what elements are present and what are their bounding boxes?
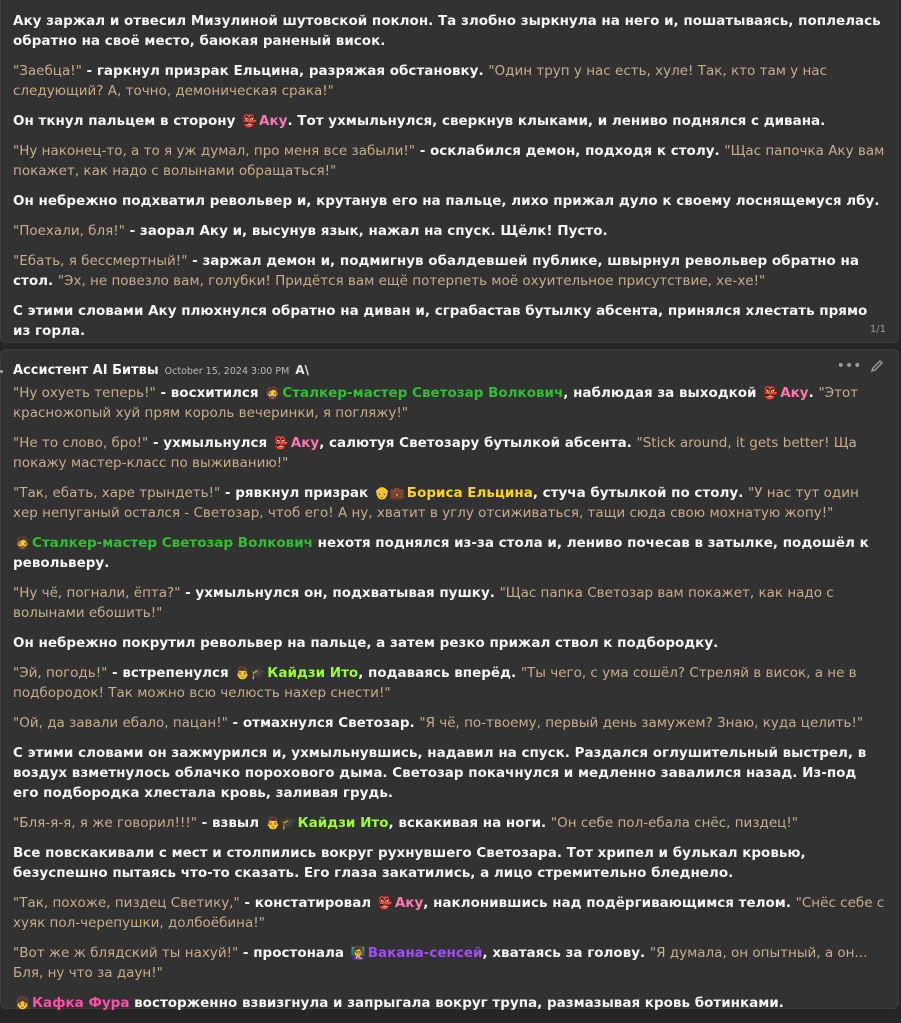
message-body-assistant: [13, 383, 886, 1023]
story-paragraph: [13, 221, 886, 241]
character-emoji-icon: 👴💼: [374, 486, 405, 500]
dialogue-quote: "Поехали, бля!": [13, 223, 125, 239]
story-paragraph: [13, 663, 886, 703]
story-paragraph: [13, 301, 886, 341]
narration-text: Аку заржал и отвесил Мизулиной шутовской поклон. Та злобно зыркнула на него и, пошатываясь, поплелась обратно на своё место, баюкая раненый висок.: [13, 13, 881, 49]
character-emoji-icon: 🧔: [265, 386, 281, 400]
story-paragraph: [13, 11, 886, 51]
narration-text: Все повскакивали с мест и столпились вокруг рухнувшего Светозара. Тот хрипел и булькал кровью, безуспешно пытаясь что-то сказать. Его глаза закатились, а лицо стремительно бледнело.: [13, 845, 806, 881]
story-paragraph: [13, 383, 886, 423]
dialogue-quote: "Этот красножопый хуй прям король вечеринки, я погляжу!": [13, 385, 859, 421]
narration-text: - заорал Аку и, высунув язык, нажал на спуск. Щёлк! Пусто.: [124, 223, 608, 239]
story-paragraph: [13, 813, 886, 833]
character-name: Аку: [780, 385, 809, 401]
dialogue-quote: "Щас папочка Аку вам покажет, как надо с волынами обращаться!": [13, 143, 885, 179]
message-card-assistant: [0, 349, 899, 1009]
narration-text: - рявкнул призрак: [220, 485, 373, 501]
story-paragraph: [13, 111, 886, 131]
story-paragraph: [13, 141, 886, 181]
narration-text: - взвыл: [196, 815, 264, 831]
character-name: Бориса Ельцина: [406, 485, 533, 501]
character-emoji-icon: 👧: [15, 996, 30, 1010]
narration-text: - ухмыльнулся: [148, 435, 272, 451]
dialogue-quote: "Ой, да завали ебало, пацан!": [13, 715, 228, 731]
dialogue-quote: "Так, ебать, харе трындеть!": [13, 485, 221, 501]
character-name: Аку: [290, 435, 320, 451]
narration-text: , подаваясь вперёд.: [358, 665, 521, 681]
dialogue-quote: "Эх, не повезло вам, голубки! Придётся вам ещё потерпеть моё охуительное присутствие, хе-хе!": [57, 273, 766, 289]
character-name: Сталкер-мастер Светозар Волкович: [31, 535, 313, 551]
story-paragraph: [13, 633, 886, 653]
character-name: Аку: [394, 895, 424, 911]
narration-text: - простонала: [238, 945, 349, 961]
narration-text: Он ткнул пальцем в сторону: [13, 113, 241, 129]
character-name: Кафка Фура: [31, 995, 130, 1011]
character-name: Кайдзи Ито: [297, 815, 389, 831]
message-body-previous: [13, 11, 886, 351]
narration-text: , вскакивая на ноги.: [388, 815, 551, 831]
narration-text: , стуча бутылкой по столу.: [532, 485, 749, 501]
dialogue-quote: "Он себе пол-ебала снёс, пиздец!": [550, 815, 798, 831]
character-emoji-icon: 🧔: [15, 536, 30, 550]
message-header: [13, 360, 309, 378]
author-name[interactable]: Ассистент AI Битвы: [13, 363, 159, 378]
story-paragraph: [13, 843, 886, 883]
dialogue-quote: "Ну охуеть теперь!": [13, 385, 156, 401]
narration-text: - ухмыльнулся он, подхватывая пушку.: [180, 585, 500, 601]
narration-text: - констатировал: [239, 895, 376, 911]
edit-pencil-icon[interactable]: [868, 358, 886, 374]
dialogue-quote: "Ебать, я бессмертный!": [13, 253, 188, 269]
character-name: Вакана-сенсей: [367, 945, 483, 961]
message-card-previous: [0, 0, 899, 343]
story-paragraph: [13, 893, 886, 933]
narration-text: .: [808, 385, 819, 401]
dialogue-quote: "Снёс себе с хуяк пол-черепушки, долбоёбина!": [13, 895, 885, 931]
story-paragraph: [13, 191, 886, 211]
narration-text: - отмахнулся Светозар.: [227, 715, 420, 731]
ai-badge-icon: A\: [295, 363, 309, 377]
character-emoji-icon: 👺: [763, 386, 779, 400]
dialogue-quote: "Так, похоже, пиздец Светику,": [13, 895, 240, 911]
narration-text: Он небрежно покрутил револьвер на пальце, а затем резко прижал ствол к подбородку.: [13, 635, 719, 651]
character-emoji-icon: 👺: [273, 436, 289, 450]
narration-text: восторженно взвизгнула и запрыгала вокруг трупа, размазывая кровь ботинками.: [129, 995, 784, 1011]
dialogue-quote: "Бля-я-я, я же говорил!!!": [13, 815, 197, 831]
story-paragraph: [13, 61, 886, 101]
character-name: Аку: [259, 113, 288, 129]
story-paragraph: [13, 713, 886, 733]
dialogue-quote: "Не то слово, бро!": [13, 435, 149, 451]
story-paragraph: [13, 943, 886, 983]
more-options-icon[interactable]: •••: [836, 358, 862, 374]
story-paragraph: [13, 251, 886, 291]
dialogue-quote: "Я чё, по-твоему, первый день замужем? Знаю, куда целить!": [419, 715, 864, 731]
story-paragraph: [13, 483, 886, 523]
narration-text: , наклонившись над подёргивающимся телом.: [423, 895, 796, 911]
story-paragraph: [13, 993, 886, 1013]
dialogue-quote: "Щас папка Светозар вам покажет, как надо с волынами ебошить!": [13, 585, 834, 621]
dialogue-quote: "Ты чего, с ума сошёл? Стреляй в висок, а не в подбородок! Так можно всю челюсть нахер снести!": [13, 665, 857, 701]
narration-text: - осклабился демон, подходя к столу.: [415, 143, 725, 159]
character-emoji-icon: 👨🎓: [235, 666, 266, 680]
narration-text: Он небрежно подхватил револьвер и, крутанув его на пальце, лихо прижал дуло к своему лоснящемуся лбу.: [13, 193, 880, 209]
dialogue-quote: "У нас тут один хер непуганый остался - Светозар, чтоб его! А ну, хватит в углу отсиживаться, тащи сюда свою мохнатую жопу!": [13, 485, 859, 521]
character-emoji-icon: 👺: [242, 114, 258, 128]
story-paragraph: [13, 743, 886, 803]
narration-text: , салютуя Светозару бутылкой абсента.: [319, 435, 637, 451]
narration-text: , хватаясь за голову.: [482, 945, 650, 961]
dialogue-quote: "Один труп у нас есть, хуле! Так, кто там у нас следующий? А, точно, демоническая срака!": [13, 63, 827, 99]
story-paragraph: [13, 433, 886, 473]
message-timestamp: October 15, 2024 3:00 PM: [164, 366, 290, 377]
character-emoji-icon: 👺: [377, 896, 393, 910]
character-name: Кайдзи Ито: [267, 665, 359, 681]
dialogue-quote: "Я думала, он опытный, а он... Бля, ну что за даун!": [13, 945, 868, 981]
narration-text: . Тот ухмыльнулся, сверкнув клыками, и лениво поднялся с дивана.: [287, 113, 826, 129]
message-marker-dot: [0, 370, 3, 373]
narration-text: - встрепенулся: [107, 665, 234, 681]
dialogue-quote: "Ну чё, погнали, ёпта?": [13, 585, 181, 601]
character-name: Сталкер-мастер Светозар Волкович: [282, 385, 564, 401]
narration-text: - заржал демон и, подмигнув обалдевшей публике, швырнул револьвер обратно на стол.: [13, 253, 859, 289]
dialogue-quote: "Вот же ж блядский ты нахуй!": [13, 945, 239, 961]
narration-text: нехотя поднялся из-за стола и, лениво почесав в затылке, подошёл к револьверу.: [13, 535, 869, 571]
narration-text: - гаркнул призрак Ельцина, разряжая обстановку.: [81, 63, 489, 79]
narration-text: С этими словами Аку плюхнулся обратно на диван и, сграбастав бутылку абсента, принялся хлестать прямо из горла.: [13, 303, 868, 339]
message-toolbar: [836, 358, 886, 374]
narration-text: - восхитился: [155, 385, 264, 401]
dialogue-quote: "Ну наконец-то, а то я уж думал, про меня все забыли!": [13, 143, 415, 159]
dialogue-quote: "Эй, погодь!": [13, 665, 108, 681]
narration-text: С этими словами он зажмурился и, ухмыльнувшись, надавил на спуск. Раздался оглушительный выстрел, в воздух взметнулось облачко порохового дыма. Светозар покачнулся и медленно завалился назад. Из-под его подбородка хлестала кровь, заливая грудь.: [13, 745, 867, 801]
story-paragraph: [13, 533, 886, 573]
dialogue-quote: "Stick around, it gets better! Ща покажу мастер-класс по выживанию!": [13, 435, 857, 471]
page-indicator: 1/1: [869, 324, 886, 335]
character-emoji-icon: 👩‍🏫: [350, 946, 366, 960]
narration-text: , наблюдая за выходкой: [563, 385, 762, 401]
dialogue-quote: "Заебца!": [13, 63, 82, 79]
character-emoji-icon: 👨🎓: [265, 816, 296, 830]
story-paragraph: [13, 583, 886, 623]
